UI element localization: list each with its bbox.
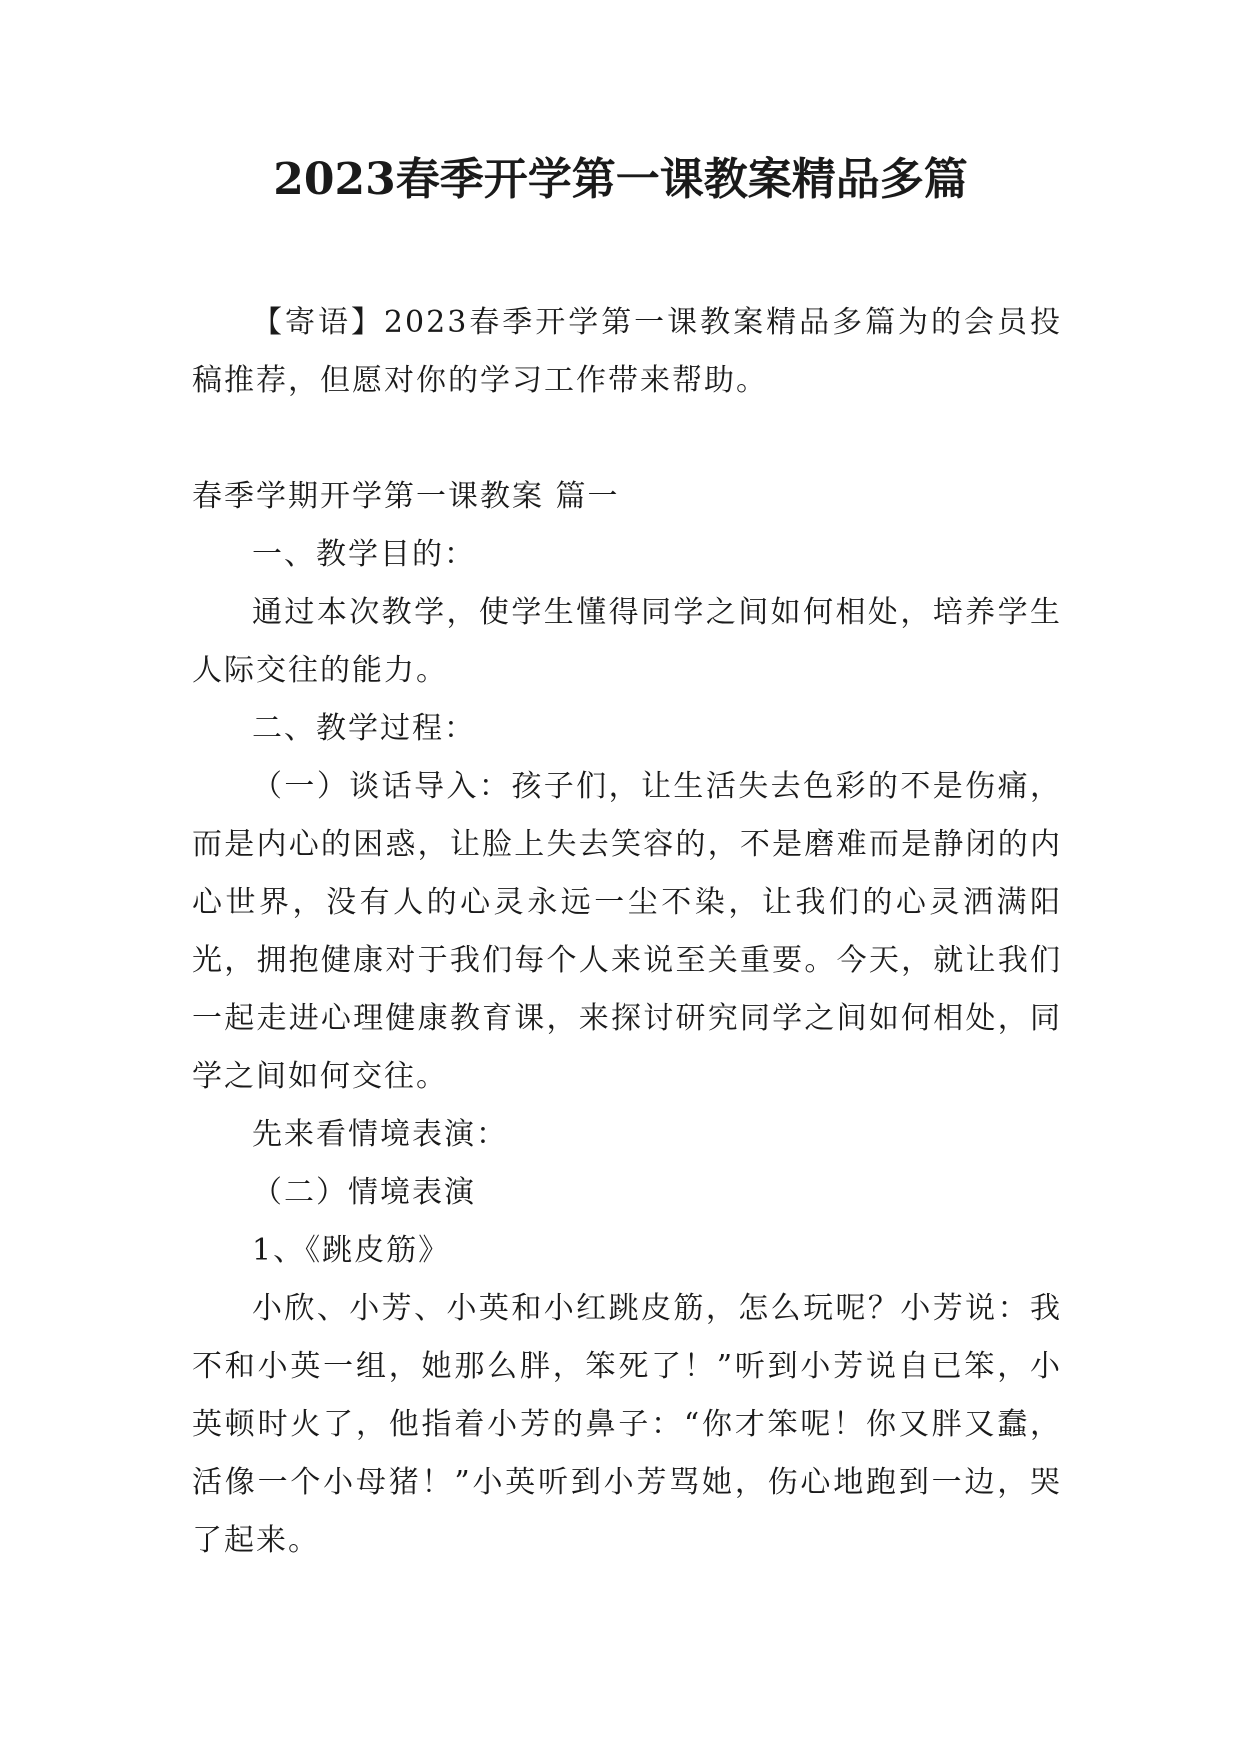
subheading-scenario: （二）情境表演 <box>252 1175 476 1210</box>
foreword-paragraph: 【寄语】2023春季开学第一课教案精品多篇为的会员投稿推荐，但愿对你的学习工作带来帮助。 <box>192 305 1062 398</box>
subheading-teaching-purpose: 一、教学目的： <box>252 537 476 572</box>
paragraph-jump-rope-story: 小欣、小芳、小英和小红跳皮筋，怎么玩呢？小芳说：我不和小英一组，她那么胖，笨死了！”听到小芳说自已笨，小英顿时火了，他指着小芳的鼻子：“你才笨呢！你又胖又蠢，活像一个小母猪！”小英听到小芳骂她，伤心地跑到一边，哭了起来。 <box>192 1291 1062 1558</box>
document-title: 2023春季开学第一课教案精品多篇 <box>273 154 968 205</box>
paragraph-teaching-purpose: 通过本次教学，使学生懂得同学之间如何相处，培养学生人际交往的能力。 <box>192 595 1062 688</box>
subheading-jump-rope: 1、《跳皮筋》 <box>252 1233 451 1268</box>
document-body <box>192 294 1062 1570</box>
paragraph-introduction: （一）谈话导入：孩子们，让生活失去色彩的不是伤痛，而是内心的困惑，让脸上失去笑容的，不是磨难而是静闭的内心世界，没有人的心灵永远一尘不染，让我们的心灵洒满阳光，拥抱健康对于我们每个人来说至关重要。今天，就让我们一起走进心理健康教育课，来探讨研究同学之间如何相处，同学之间如何交往。 <box>192 769 1062 1094</box>
paragraph-scenario-intro: 先来看情境表演： <box>252 1117 508 1152</box>
section-heading: 春季学期开学第一课教案 篇一 <box>192 479 620 514</box>
subheading-teaching-process: 二、教学过程： <box>252 711 476 746</box>
